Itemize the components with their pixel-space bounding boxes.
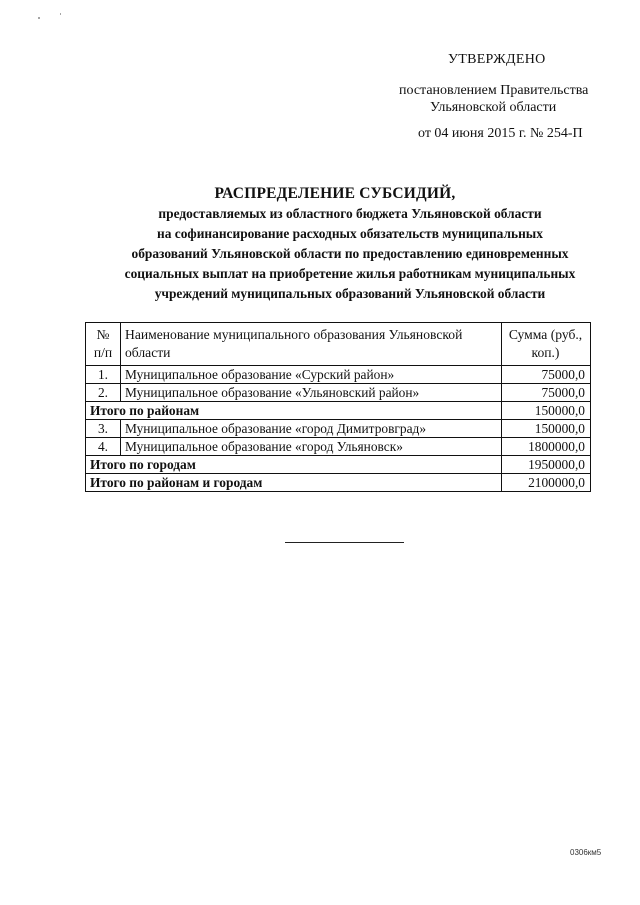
row-sum: 75000,0 <box>502 384 591 402</box>
subtotal-label: Итого по районам <box>86 402 502 420</box>
scan-speck <box>38 17 40 19</box>
row-name: Муниципальное образование «Ульяновский район» <box>121 384 502 402</box>
approval-line-3: от 04 июня 2015 г. № 254-П <box>418 126 583 141</box>
total-row <box>86 474 591 492</box>
row-name: Муниципальное образование «Сурский район» <box>121 366 502 384</box>
header-num: № п/п <box>86 323 121 366</box>
approval-heading: УТВЕРЖДЕНО <box>448 52 546 67</box>
subsidy-table-wrapper <box>85 322 591 492</box>
subtotal-sum: 150000,0 <box>502 402 591 420</box>
total-label: Итого по районам и городам <box>86 474 502 492</box>
approval-line-1: постановлением Правительства <box>399 83 589 98</box>
footer-code: 0306км5 <box>570 848 602 857</box>
subtotal-sum: 1950000,0 <box>502 456 591 474</box>
header-sum: Сумма (руб., коп.) <box>502 323 591 366</box>
subtotal-row <box>86 456 591 474</box>
row-name: Муниципальное образование «город Димитровград» <box>121 420 502 438</box>
row-num: 1. <box>86 366 121 384</box>
subsidy-table <box>85 322 591 492</box>
subtotal-row <box>86 402 591 420</box>
header-name: Наименование муниципального образования Ульяновской области <box>121 323 502 366</box>
title-line-5: учреждений муниципальных образований Ульяновской области <box>154 286 546 301</box>
table-header-row <box>86 323 591 366</box>
closing-separator-line <box>285 542 404 543</box>
document-title: РАСПРЕДЕЛЕНИЕ СУБСИДИЙ, <box>214 185 456 202</box>
title-line-4: социальных выплат на приобретение жилья работникам муниципальных <box>124 266 576 281</box>
row-num: 3. <box>86 420 121 438</box>
row-sum: 75000,0 <box>502 366 591 384</box>
scan-speck <box>60 13 61 15</box>
row-num: 2. <box>86 384 121 402</box>
total-sum: 2100000,0 <box>502 474 591 492</box>
document-title-block <box>60 185 640 303</box>
row-sum: 1800000,0 <box>502 438 591 456</box>
title-line-2: на софинансирование расходных обязательств муниципальных <box>157 226 543 241</box>
subtotal-label: Итого по городам <box>86 456 502 474</box>
row-name: Муниципальное образование «город Ульяновск» <box>121 438 502 456</box>
title-line-3: образований Ульяновской области по предоставлению единовременных <box>131 246 569 261</box>
table-row <box>86 438 591 456</box>
row-sum: 150000,0 <box>502 420 591 438</box>
title-line-1: предоставляемых из областного бюджета Ульяновской области <box>158 206 542 221</box>
approval-line-2: Ульяновской области <box>430 100 557 115</box>
row-num: 4. <box>86 438 121 456</box>
table-row <box>86 384 591 402</box>
table-row <box>86 366 591 384</box>
table-row <box>86 420 591 438</box>
